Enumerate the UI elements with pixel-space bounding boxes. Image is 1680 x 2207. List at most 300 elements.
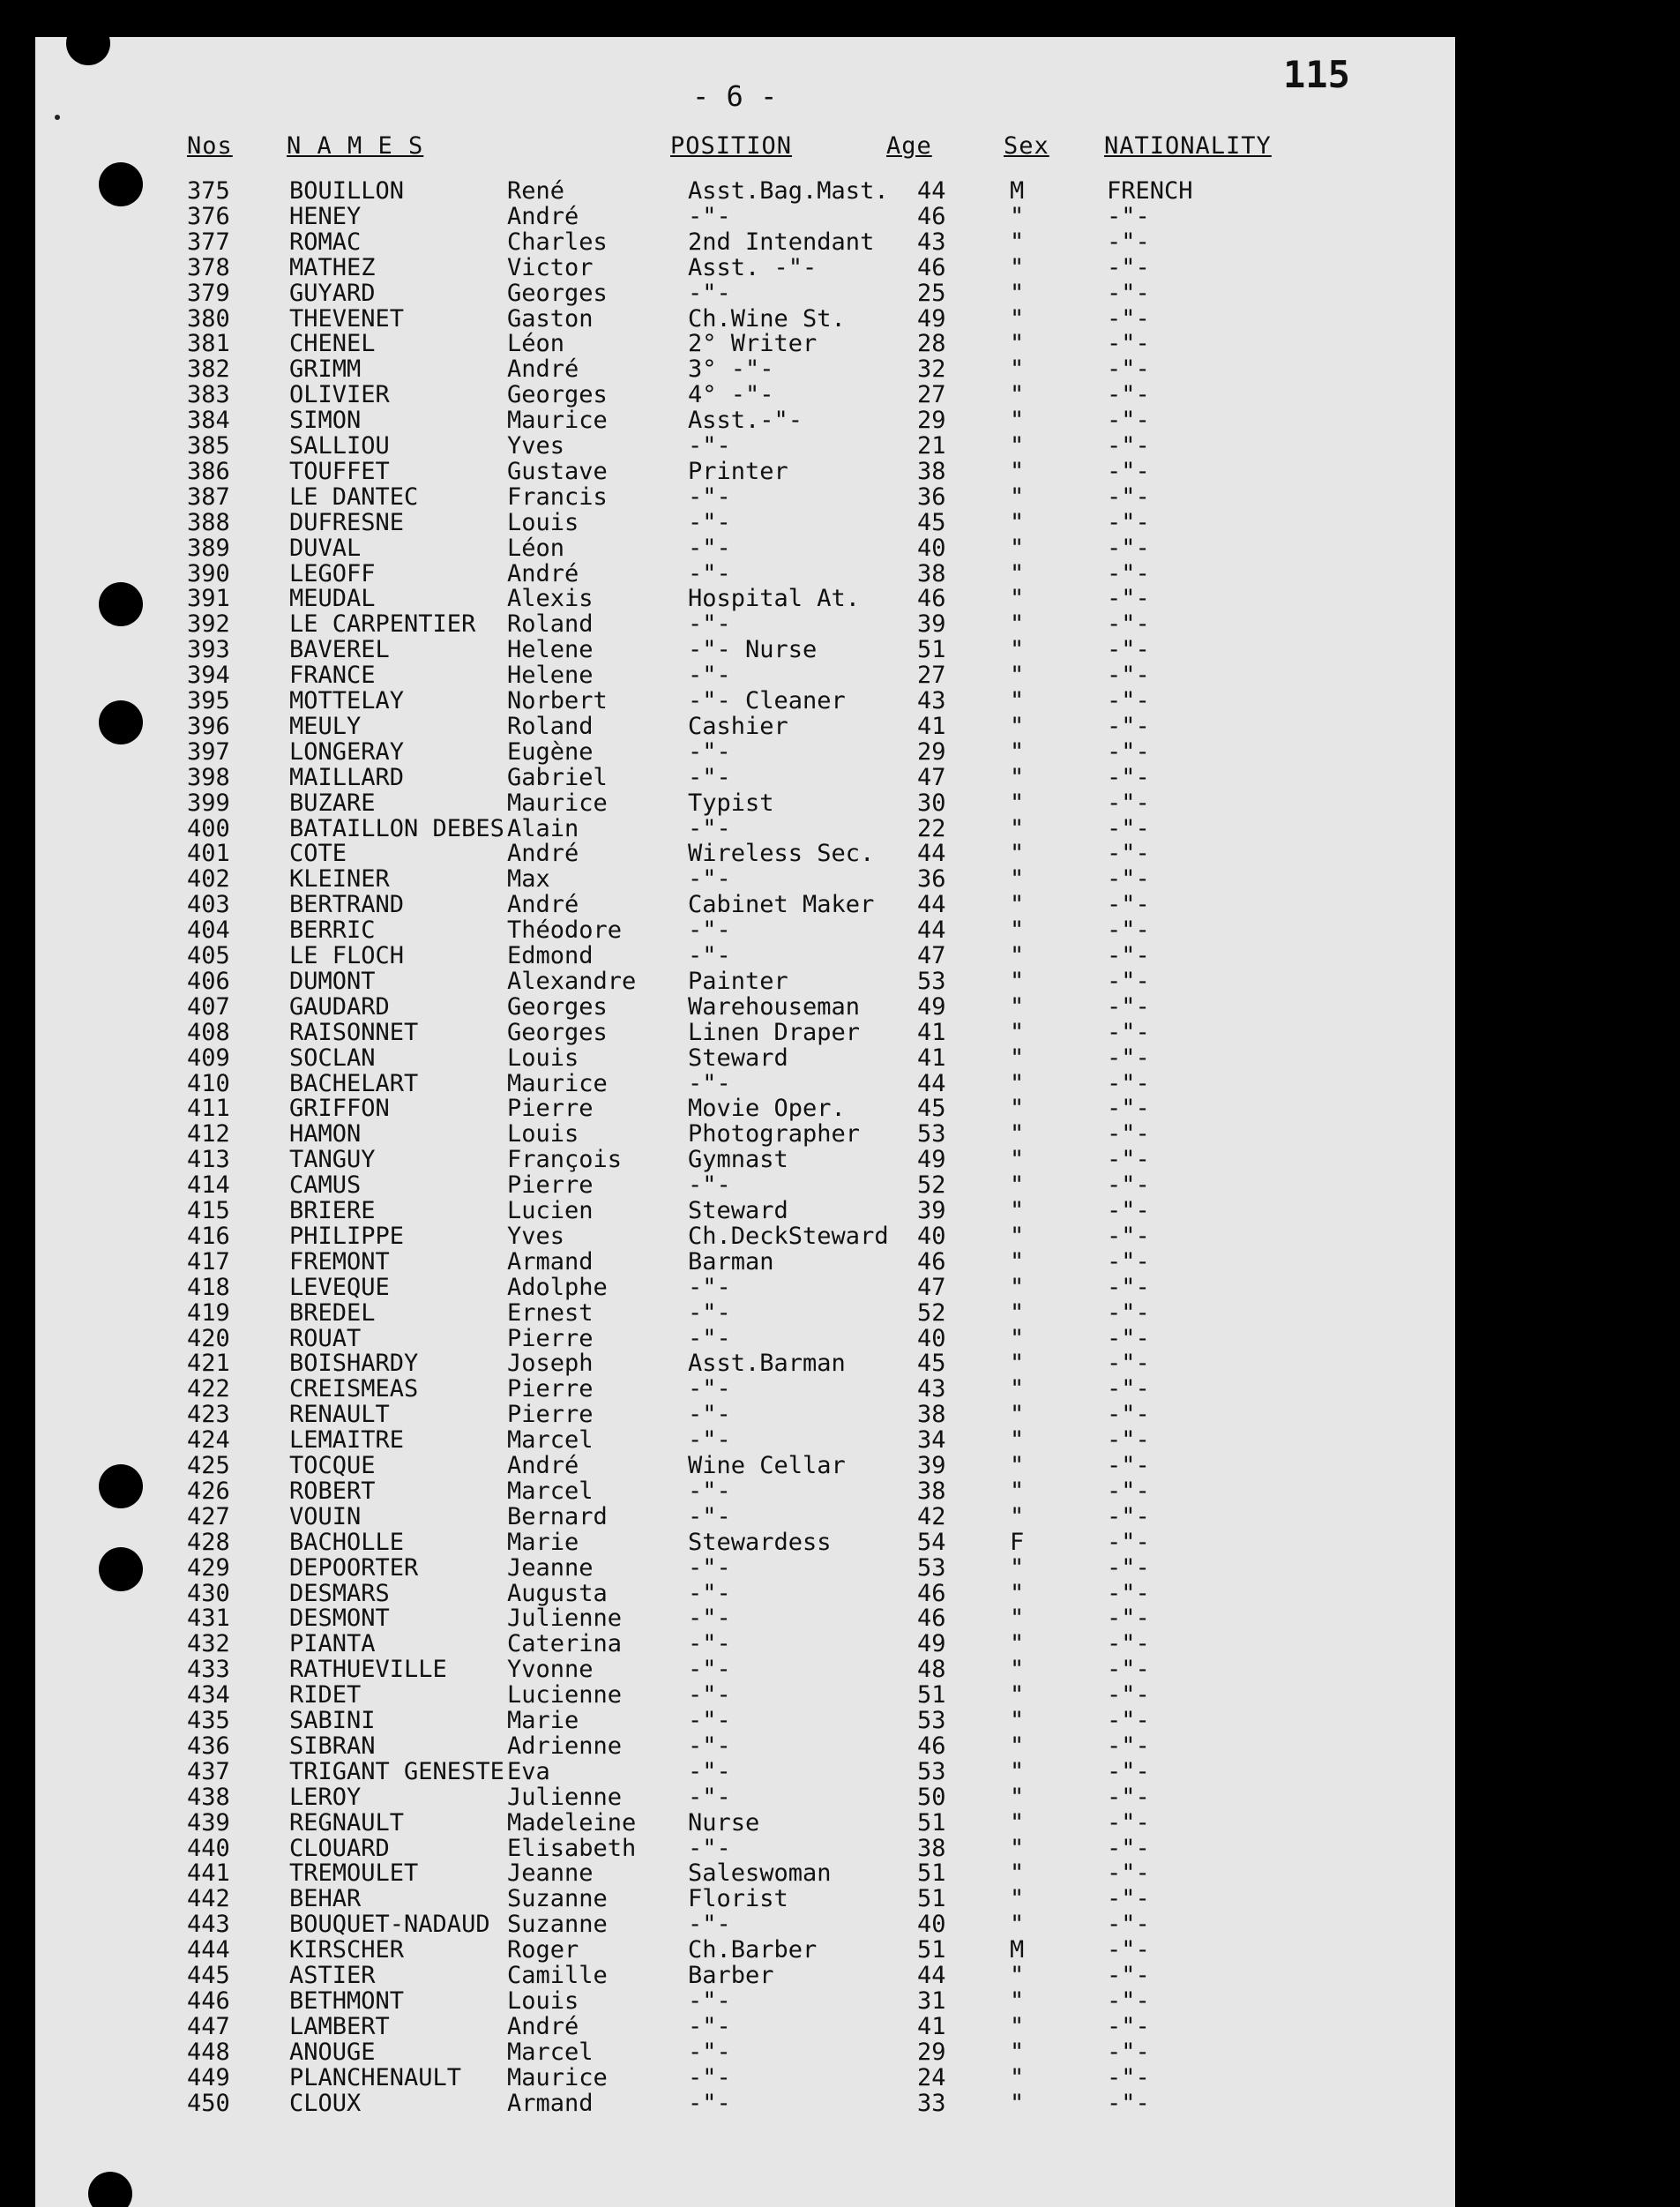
table-row	[35, 994, 1455, 1020]
sex: "	[1010, 1146, 1025, 1174]
crew-number: 396	[187, 712, 230, 740]
crew-number: 393	[187, 636, 230, 664]
position: -"-	[688, 1298, 731, 1327]
surname: MAILLARD	[289, 763, 405, 791]
given-name: André	[507, 891, 579, 919]
age: 27	[917, 662, 946, 690]
position: -"-	[688, 814, 731, 842]
crew-number: 383	[187, 381, 230, 409]
position: -"-	[688, 1681, 731, 1709]
table-row	[35, 306, 1455, 332]
surname: SIBRAN	[289, 1732, 376, 1760]
surname: BERTRAND	[289, 891, 405, 919]
sex: "	[1010, 1681, 1025, 1709]
surname: CLOUARD	[289, 1834, 390, 1862]
nationality: -"-	[1107, 1197, 1150, 1224]
position: -"-	[688, 2063, 731, 2091]
age: 53	[917, 967, 946, 995]
crew-number: 437	[187, 1757, 230, 1785]
age: 44	[917, 1962, 946, 1989]
given-name: Edmond	[507, 942, 594, 969]
age: 44	[917, 891, 946, 919]
given-name: Marcel	[507, 1426, 594, 1455]
surname: BAVEREL	[289, 636, 390, 664]
position: -"- Cleaner	[688, 687, 846, 714]
nationality: -"-	[1107, 2012, 1150, 2040]
age: 53	[917, 1707, 946, 1734]
nationality: -"-	[1107, 891, 1150, 919]
given-name: Caterina	[507, 1630, 623, 1658]
given-name: André	[507, 355, 579, 384]
given-name: Adolphe	[507, 1273, 608, 1301]
nationality: -"-	[1107, 1069, 1150, 1097]
table-row	[35, 1121, 1455, 1147]
age: 51	[917, 1859, 946, 1888]
sex: "	[1010, 1502, 1025, 1530]
nationality: -"-	[1107, 763, 1150, 791]
surname: BREDEL	[289, 1298, 376, 1327]
table-row	[35, 1682, 1455, 1708]
crew-number: 435	[187, 1707, 230, 1734]
table-row	[35, 1045, 1455, 1071]
table-row	[35, 2014, 1455, 2039]
position: -"-	[688, 1579, 731, 1607]
position: Painter	[688, 967, 788, 995]
age: 51	[917, 1681, 946, 1709]
given-name: Pierre	[507, 1375, 594, 1403]
nationality: -"-	[1107, 1553, 1150, 1582]
crew-number: 391	[187, 585, 230, 613]
position: -"-	[688, 1273, 731, 1301]
crew-number: 399	[187, 789, 230, 817]
position: Stewardess	[688, 1528, 832, 1556]
table-row	[35, 714, 1455, 739]
crew-number: 387	[187, 483, 230, 511]
header-position: POSITION	[670, 132, 793, 160]
given-name: Roger	[507, 1936, 579, 1964]
crew-number: 378	[187, 253, 230, 281]
surname: RAISONNET	[289, 1018, 419, 1046]
age: 43	[917, 687, 946, 714]
position: Florist	[688, 1885, 788, 1913]
given-name: Gaston	[507, 304, 594, 333]
position: -"-	[688, 559, 731, 587]
age: 44	[917, 840, 946, 868]
surname: BEHAR	[289, 1885, 362, 1913]
surname: LEMAITRE	[289, 1426, 405, 1455]
age: 33	[917, 2089, 946, 2117]
surname: TANGUY	[289, 1146, 376, 1174]
position: -"-	[688, 1834, 731, 1862]
sex: "	[1010, 789, 1025, 817]
nationality: -"-	[1107, 1171, 1150, 1200]
nationality: -"-	[1107, 253, 1150, 281]
surname: SOCLAN	[289, 1044, 376, 1072]
crew-number: 388	[187, 508, 230, 536]
position: -"-	[688, 763, 731, 791]
sex: "	[1010, 407, 1025, 435]
crew-number: 402	[187, 865, 230, 894]
surname: RATHUEVILLE	[289, 1656, 447, 1684]
position: -"-	[688, 483, 731, 511]
table-row	[35, 1530, 1455, 1555]
sex: M	[1010, 1936, 1025, 1964]
nationality: -"-	[1107, 610, 1150, 639]
nationality: -"-	[1107, 1911, 1150, 1939]
position: Photographer	[688, 1120, 861, 1148]
table-row	[35, 611, 1455, 637]
sex: "	[1010, 202, 1025, 230]
crew-number: 411	[187, 1095, 230, 1123]
table-row	[35, 1937, 1455, 1963]
crew-number: 450	[187, 2089, 230, 2117]
table-row	[35, 1733, 1455, 1759]
crew-number: 390	[187, 559, 230, 587]
table-row	[35, 1427, 1455, 1453]
given-name: Armand	[507, 1247, 594, 1276]
surname: THEVENET	[289, 304, 405, 333]
crew-number: 395	[187, 687, 230, 714]
surname: LE DANTEC	[289, 483, 419, 511]
position: -"-	[688, 610, 731, 639]
crew-number: 389	[187, 534, 230, 562]
given-name: Max	[507, 865, 550, 894]
crew-number: 409	[187, 1044, 230, 1072]
age: 38	[917, 1834, 946, 1862]
surname: FRANCE	[289, 662, 376, 690]
nationality: -"-	[1107, 534, 1150, 562]
surname: OLIVIER	[289, 381, 390, 409]
surname: DUFRESNE	[289, 508, 405, 536]
position: -"-	[688, 1986, 731, 2015]
surname: CAMUS	[289, 1171, 362, 1200]
given-name: Léon	[507, 534, 565, 562]
position: Asst.Bag.Mast.	[688, 177, 889, 205]
table-row	[35, 561, 1455, 587]
table-row	[35, 1504, 1455, 1530]
nationality: -"-	[1107, 508, 1150, 536]
sex: "	[1010, 1324, 1025, 1352]
age: 29	[917, 737, 946, 766]
table-row	[35, 459, 1455, 484]
table-row	[35, 1376, 1455, 1402]
nationality: -"-	[1107, 1120, 1150, 1148]
paper-speck	[55, 115, 60, 120]
position: Barber	[688, 1962, 774, 1989]
given-name: Julienne	[507, 1605, 623, 1633]
nationality: -"-	[1107, 304, 1150, 333]
sex: "	[1010, 1069, 1025, 1097]
sex: "	[1010, 662, 1025, 690]
nationality: -"-	[1107, 1936, 1150, 1964]
given-name: Marcel	[507, 1477, 594, 1505]
nationality: -"-	[1107, 1375, 1150, 1403]
table-row	[35, 739, 1455, 765]
nationality: -"-	[1107, 432, 1150, 460]
age: 46	[917, 253, 946, 281]
age: 36	[917, 483, 946, 511]
nationality: -"-	[1107, 2038, 1150, 2066]
position: Hospital At.	[688, 585, 861, 613]
surname: LAMBERT	[289, 2012, 390, 2040]
sex: "	[1010, 763, 1025, 791]
surname: COTE	[289, 840, 347, 868]
given-name: Marcel	[507, 2038, 594, 2066]
position: Steward	[688, 1197, 788, 1224]
nationality: -"-	[1107, 1273, 1150, 1301]
nationality: -"-	[1107, 1859, 1150, 1888]
position: Saleswoman	[688, 1859, 832, 1888]
age: 40	[917, 1911, 946, 1939]
crew-number: 380	[187, 304, 230, 333]
table-row	[35, 356, 1455, 382]
sex: "	[1010, 1044, 1025, 1072]
position: Asst. -"-	[688, 253, 818, 281]
surname: GUYARD	[289, 279, 376, 307]
crew-number: 424	[187, 1426, 230, 1455]
table-row	[35, 382, 1455, 408]
given-name: Suzanne	[507, 1911, 608, 1939]
age: 53	[917, 1757, 946, 1785]
position: -"-	[688, 508, 731, 536]
sex: "	[1010, 1707, 1025, 1734]
age: 36	[917, 865, 946, 894]
sex: "	[1010, 1986, 1025, 2015]
nationality: -"-	[1107, 1986, 1150, 2015]
age: 40	[917, 1222, 946, 1250]
age: 39	[917, 610, 946, 639]
sex: "	[1010, 1962, 1025, 1989]
position: Gymnast	[688, 1146, 788, 1174]
sex: "	[1010, 1783, 1025, 1811]
sex: "	[1010, 1298, 1025, 1327]
given-name: Augusta	[507, 1579, 608, 1607]
table-row	[35, 331, 1455, 356]
sex: "	[1010, 1579, 1025, 1607]
sex: "	[1010, 1426, 1025, 1455]
position: -"-	[688, 737, 731, 766]
table-row	[35, 1172, 1455, 1198]
table-row	[35, 892, 1455, 917]
given-name: Adrienne	[507, 1732, 623, 1760]
position: -"-	[688, 942, 731, 969]
age: 43	[917, 228, 946, 256]
given-name: Lucienne	[507, 1681, 623, 1709]
position: Movie Oper.	[688, 1095, 846, 1123]
nationality: -"-	[1107, 789, 1150, 817]
table-row	[35, 2065, 1455, 2091]
table-row	[35, 1860, 1455, 1886]
crew-number: 401	[187, 840, 230, 868]
header-names: N A M E S	[287, 132, 424, 160]
crew-number: 415	[187, 1197, 230, 1224]
nationality: -"-	[1107, 1808, 1150, 1837]
given-name: Joseph	[507, 1350, 594, 1378]
nationality: -"-	[1107, 687, 1150, 714]
nationality: -"-	[1107, 2063, 1150, 2091]
nationality: -"-	[1107, 916, 1150, 945]
sex: "	[1010, 1656, 1025, 1684]
given-name: Jeanne	[507, 1859, 594, 1888]
given-name: Roland	[507, 712, 594, 740]
table-row	[35, 1784, 1455, 1810]
crew-number: 394	[187, 662, 230, 690]
given-name: Madeleine	[507, 1808, 637, 1837]
age: 45	[917, 508, 946, 536]
surname: BOUQUET-NADAUD	[289, 1911, 490, 1939]
surname: SALLIOU	[289, 432, 390, 460]
table-row	[35, 1555, 1455, 1581]
table-row	[35, 408, 1455, 433]
sex: F	[1010, 1528, 1025, 1556]
crew-number: 444	[187, 1936, 230, 1964]
crew-number: 397	[187, 737, 230, 766]
position: Warehouseman	[688, 992, 861, 1021]
given-name: Pierre	[507, 1095, 594, 1123]
surname: SABINI	[289, 1707, 376, 1734]
given-name: Norbert	[507, 687, 608, 714]
position: Typist	[688, 789, 774, 817]
nationality: -"-	[1107, 967, 1150, 995]
sex: "	[1010, 304, 1025, 333]
sex: "	[1010, 1247, 1025, 1276]
crew-number: 403	[187, 891, 230, 919]
surname: VOUIN	[289, 1502, 362, 1530]
crew-number: 418	[187, 1273, 230, 1301]
surname: MOTTELAY	[289, 687, 405, 714]
nationality: -"-	[1107, 1401, 1150, 1429]
age: 53	[917, 1120, 946, 1148]
given-name: Charles	[507, 228, 608, 256]
surname: MATHEZ	[289, 253, 376, 281]
age: 52	[917, 1171, 946, 1200]
crew-number: 446	[187, 1986, 230, 2015]
age: 49	[917, 1146, 946, 1174]
crew-number: 385	[187, 432, 230, 460]
surname: BOISHARDY	[289, 1350, 419, 1378]
given-name: Lucien	[507, 1197, 594, 1224]
given-name: Pierre	[507, 1324, 594, 1352]
position: -"-	[688, 1069, 731, 1097]
surname: LEVEQUE	[289, 1273, 390, 1301]
position: 2nd Intendant	[688, 228, 875, 256]
surname: REGNAULT	[289, 1808, 405, 1837]
surname: CREISMEAS	[289, 1375, 419, 1403]
nationality: -"-	[1107, 865, 1150, 894]
table-row	[35, 1326, 1455, 1351]
sex: "	[1010, 814, 1025, 842]
sex: "	[1010, 228, 1025, 256]
nationality: -"-	[1107, 559, 1150, 587]
position: -"-	[688, 2038, 731, 2066]
crew-number: 419	[187, 1298, 230, 1327]
table-row	[35, 484, 1455, 510]
crew-number: 432	[187, 1630, 230, 1658]
table-row	[35, 204, 1455, 229]
sex: "	[1010, 1757, 1025, 1785]
crew-number: 382	[187, 355, 230, 384]
sex: "	[1010, 737, 1025, 766]
given-name: Eva	[507, 1757, 550, 1785]
position: -"- Nurse	[688, 636, 818, 664]
crew-number: 376	[187, 202, 230, 230]
given-name: André	[507, 840, 579, 868]
age: 27	[917, 381, 946, 409]
sex: "	[1010, 1885, 1025, 1913]
nationality: -"-	[1107, 381, 1150, 409]
nationality: -"-	[1107, 1757, 1150, 1785]
nationality: -"-	[1107, 1350, 1150, 1378]
manifest-page	[35, 37, 1455, 2207]
given-name: Yvonne	[507, 1656, 594, 1684]
nationality: -"-	[1107, 1834, 1150, 1862]
given-name: Camille	[507, 1962, 608, 1989]
given-name: Jeanne	[507, 1553, 594, 1582]
crew-number: 445	[187, 1962, 230, 1989]
table-row	[35, 586, 1455, 611]
age: 28	[917, 330, 946, 358]
sex: "	[1010, 1834, 1025, 1862]
position: Ch.Wine St.	[688, 304, 846, 333]
surname: PHILIPPE	[289, 1222, 405, 1250]
nationality: -"-	[1107, 202, 1150, 230]
surname: SIMON	[289, 407, 362, 435]
table-row	[35, 1223, 1455, 1249]
position: Cashier	[688, 712, 788, 740]
table-row	[35, 1581, 1455, 1606]
sex: "	[1010, 891, 1025, 919]
nationality: -"-	[1107, 330, 1150, 358]
table-row	[35, 1350, 1455, 1376]
crew-number: 425	[187, 1452, 230, 1479]
position: Wireless Sec.	[688, 840, 875, 868]
crew-number: 440	[187, 1834, 230, 1862]
sex: "	[1010, 636, 1025, 664]
given-name: Georges	[507, 1018, 608, 1046]
sex: "	[1010, 2038, 1025, 2066]
crew-number: 405	[187, 942, 230, 969]
punch-hole	[88, 2172, 132, 2207]
crew-number: 436	[187, 1732, 230, 1760]
given-name: Louis	[507, 1120, 579, 1148]
given-name: Julienne	[507, 1783, 623, 1811]
position: -"-	[688, 1375, 731, 1403]
given-name: Suzanne	[507, 1885, 608, 1913]
given-name: André	[507, 202, 579, 230]
crew-number: 386	[187, 457, 230, 485]
sex: "	[1010, 330, 1025, 358]
given-name: Bernard	[507, 1502, 608, 1530]
given-name: Alexandre	[507, 967, 637, 995]
surname: ROBERT	[289, 1477, 376, 1505]
sex: "	[1010, 1197, 1025, 1224]
age: 32	[917, 355, 946, 384]
nationality: -"-	[1107, 840, 1150, 868]
position: -"-	[688, 534, 731, 562]
crew-number: 400	[187, 814, 230, 842]
sex: "	[1010, 585, 1025, 613]
position: -"-	[688, 662, 731, 690]
given-name: Georges	[507, 992, 608, 1021]
crew-number: 421	[187, 1350, 230, 1378]
age: 46	[917, 1579, 946, 1607]
age: 44	[917, 177, 946, 205]
age: 46	[917, 1732, 946, 1760]
nationality: -"-	[1107, 1502, 1150, 1530]
nationality: -"-	[1107, 1783, 1150, 1811]
age: 51	[917, 1808, 946, 1837]
surname: BUZARE	[289, 789, 376, 817]
